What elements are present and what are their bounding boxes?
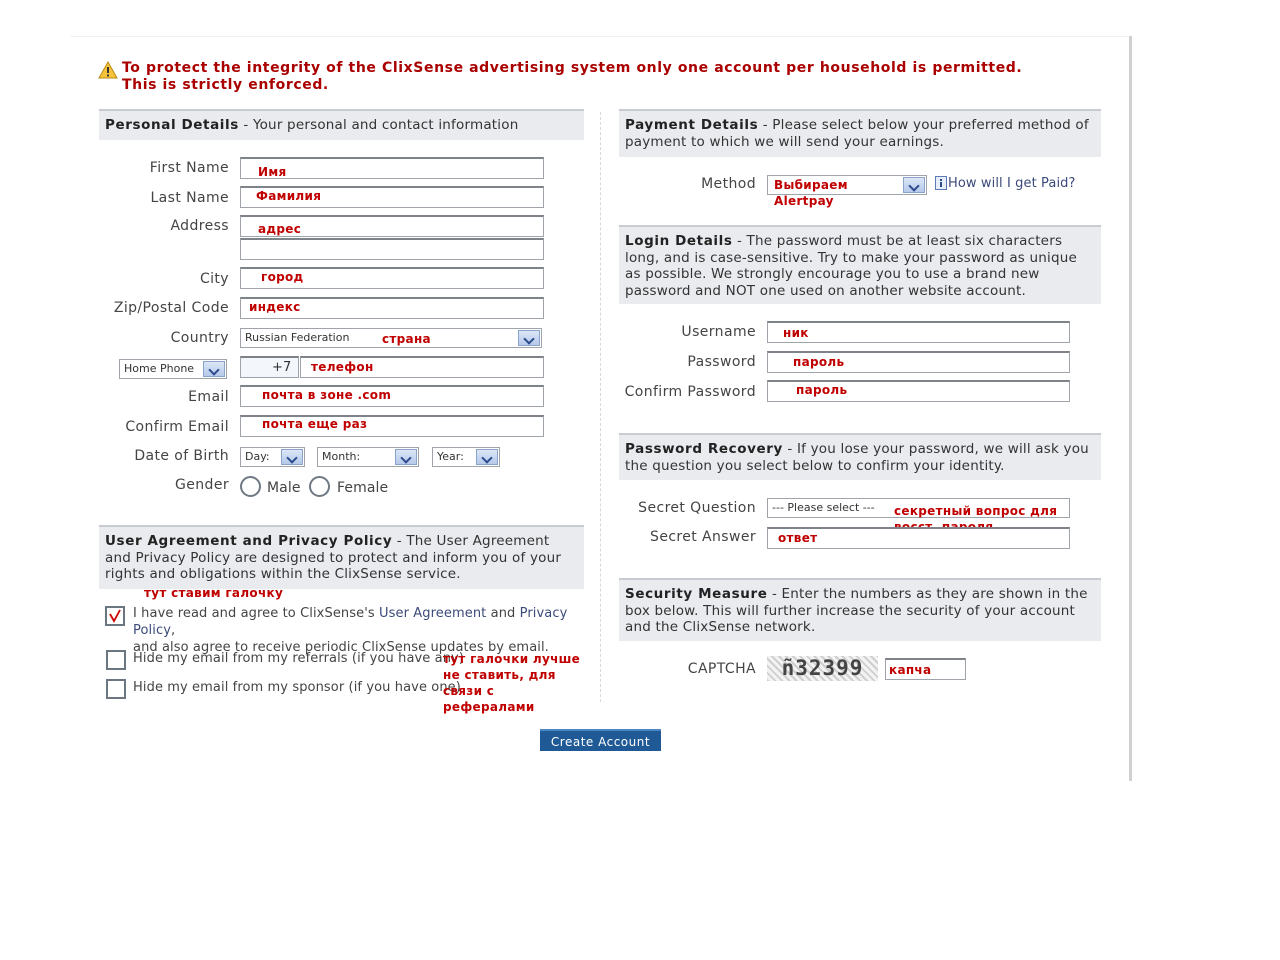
gender-female-label: Female: [337, 480, 389, 496]
dob-year-select[interactable]: [432, 447, 500, 467]
dob-year-value: Year:: [437, 450, 464, 463]
country-note: страна: [382, 332, 431, 346]
zip-value: индекс: [249, 300, 301, 314]
personal-details-desc: - Your personal and contact information: [238, 117, 519, 133]
security-measure-header: [619, 578, 1101, 641]
hide-checkbox-note: тут галочки лучше не ставить, для связи с рефералами: [443, 652, 581, 714]
agreement-desc: - The User Agreement and Privacy Policy are designed to protect and inform you of your rights and obligations within the ClixSense service.: [105, 533, 562, 582]
login-details-header: [619, 225, 1101, 304]
country-select-value: Russian Federation: [245, 331, 350, 344]
payment-method-value: Выбираем Alertpay: [774, 178, 848, 208]
secret-question-note: секретный вопрос для: [894, 504, 1058, 518]
password-recovery-title: Password Recovery: [625, 441, 783, 457]
personal-details-title: Personal Details: [105, 117, 239, 133]
privacy-policy-link[interactable]: Privacy Policy: [133, 606, 568, 638]
dob-month-value: Month:: [322, 450, 361, 463]
payment-details-desc: - Please select below your preferred method of payment to which we will send your earnings.: [625, 117, 1089, 150]
check-mark-icon: [107, 608, 123, 624]
agree-text-start: I have read and agree to ClixSense's: [133, 606, 380, 621]
chevron-down-icon: [203, 361, 225, 377]
personal-details-header: [99, 109, 584, 140]
phone-value: телефон: [311, 360, 374, 374]
dob-day-select[interactable]: [240, 447, 305, 467]
dob-day-value: Day:: [245, 450, 270, 463]
dob-label: Date of Birth: [134, 448, 229, 464]
confirm-password-label: Confirm Password: [624, 384, 756, 400]
hide-from-referrals-checkbox[interactable]: [106, 650, 126, 670]
city-label: City: [199, 271, 229, 287]
city-value: город: [261, 270, 304, 284]
address-label: Address: [170, 218, 229, 234]
chevron-down-icon: [395, 449, 417, 465]
chevron-down-icon: [281, 449, 303, 465]
phone-type-select[interactable]: [119, 359, 227, 379]
last-name-label: Last Name: [150, 190, 229, 206]
gender-label: Gender: [175, 477, 229, 493]
agree-and: and: [486, 606, 520, 621]
username-value: ник: [783, 326, 809, 340]
confirm-email-label: Confirm Email: [125, 419, 229, 435]
email-label: Email: [188, 389, 229, 405]
first-name-value: Имя: [258, 165, 287, 179]
zip-label: Zip/Postal Code: [113, 300, 229, 316]
create-account-button[interactable]: Create Account: [540, 729, 661, 751]
username-field[interactable]: [767, 321, 1070, 343]
last-name-value: Фамилия: [256, 189, 322, 203]
security-measure-desc: - Enter the numbers as they are shown in the box below. This will further increase the security of your account and the ClixSense network.: [625, 586, 1088, 635]
agree-comma: ,: [171, 623, 176, 638]
payment-details-title: Payment Details: [625, 117, 759, 133]
gender-male-label: Male: [267, 480, 301, 496]
captcha-value: капча: [889, 663, 932, 677]
hide-from-referrals-label: Hide my email from my referrals (if you have any): [133, 651, 465, 666]
username-label: Username: [681, 324, 756, 340]
secret-answer-label: Secret Answer: [650, 529, 756, 545]
payment-details-header: [619, 109, 1101, 157]
agree-text: [133, 605, 583, 656]
hide-from-sponsor-label: Hide my email from my sponsor (if you have one): [133, 680, 461, 695]
email-value: почта в зоне .com: [262, 388, 392, 402]
column-divider: [600, 112, 602, 702]
method-label: Method: [701, 176, 756, 192]
captcha-label: CAPTCHA: [687, 661, 756, 677]
country-label: Country: [170, 330, 229, 346]
login-details-title: Login Details: [625, 233, 733, 249]
captcha-image: ñ32399: [767, 656, 878, 681]
phone-code-value: +7: [272, 360, 292, 375]
info-icon: [935, 176, 947, 190]
address-value: адрес: [258, 222, 302, 236]
agreement-header: [99, 525, 584, 589]
frame-right-border: [1129, 36, 1132, 781]
login-details-desc: - The password must be at least six characters long, and is case-sensitive. Try to make your password as unique as possible. We strongly encourage you to use a brand new password and NOT one used on another website account.: [625, 233, 1078, 299]
secret-answer-value: ответ: [778, 531, 818, 545]
dob-month-select[interactable]: [317, 447, 419, 467]
gender-male-radio[interactable]: [240, 476, 261, 497]
agree-checkbox[interactable]: [105, 606, 125, 626]
first-name-label: First Name: [149, 160, 229, 176]
gender-female-radio[interactable]: [309, 476, 330, 497]
warning-message: To protect the integrity of the ClixSense advertising system only one account per household is permitted. This is strictly enforced.: [122, 60, 1023, 93]
security-measure-title: Security Measure: [625, 586, 768, 602]
chevron-down-icon: [903, 177, 925, 193]
warning-icon: [98, 61, 118, 79]
password-recovery-header: [619, 433, 1101, 480]
confirm-email-value: почта еще раз: [262, 417, 368, 431]
password-recovery-desc: - If you lose your password, we will ask you the question you select below to confirm your identity.: [625, 441, 1089, 474]
agreement-title: User Agreement and Privacy Policy: [105, 533, 393, 549]
password-value: пароль: [793, 355, 845, 369]
confirm-password-value: пароль: [796, 383, 848, 397]
secret-question-value: --- Please select ---: [772, 501, 875, 514]
chevron-down-icon: [518, 330, 540, 346]
agreement-note: тут ставим галочку: [144, 586, 284, 600]
agree-text-end: and also agree to receive periodic ClixSense updates by email.: [133, 640, 549, 655]
user-agreement-link[interactable]: User Agreement: [379, 606, 487, 621]
chevron-down-icon: [476, 449, 498, 465]
how-will-i-get-paid-link[interactable]: How will I get Paid?: [948, 176, 1076, 191]
address-line2-field[interactable]: [240, 238, 544, 260]
phone-type-value: Home Phone: [124, 362, 195, 375]
secret-question-label: Secret Question: [638, 500, 756, 516]
hide-from-sponsor-checkbox[interactable]: [106, 679, 126, 699]
frame-top-line: [70, 36, 1130, 37]
password-label: Password: [687, 354, 756, 370]
